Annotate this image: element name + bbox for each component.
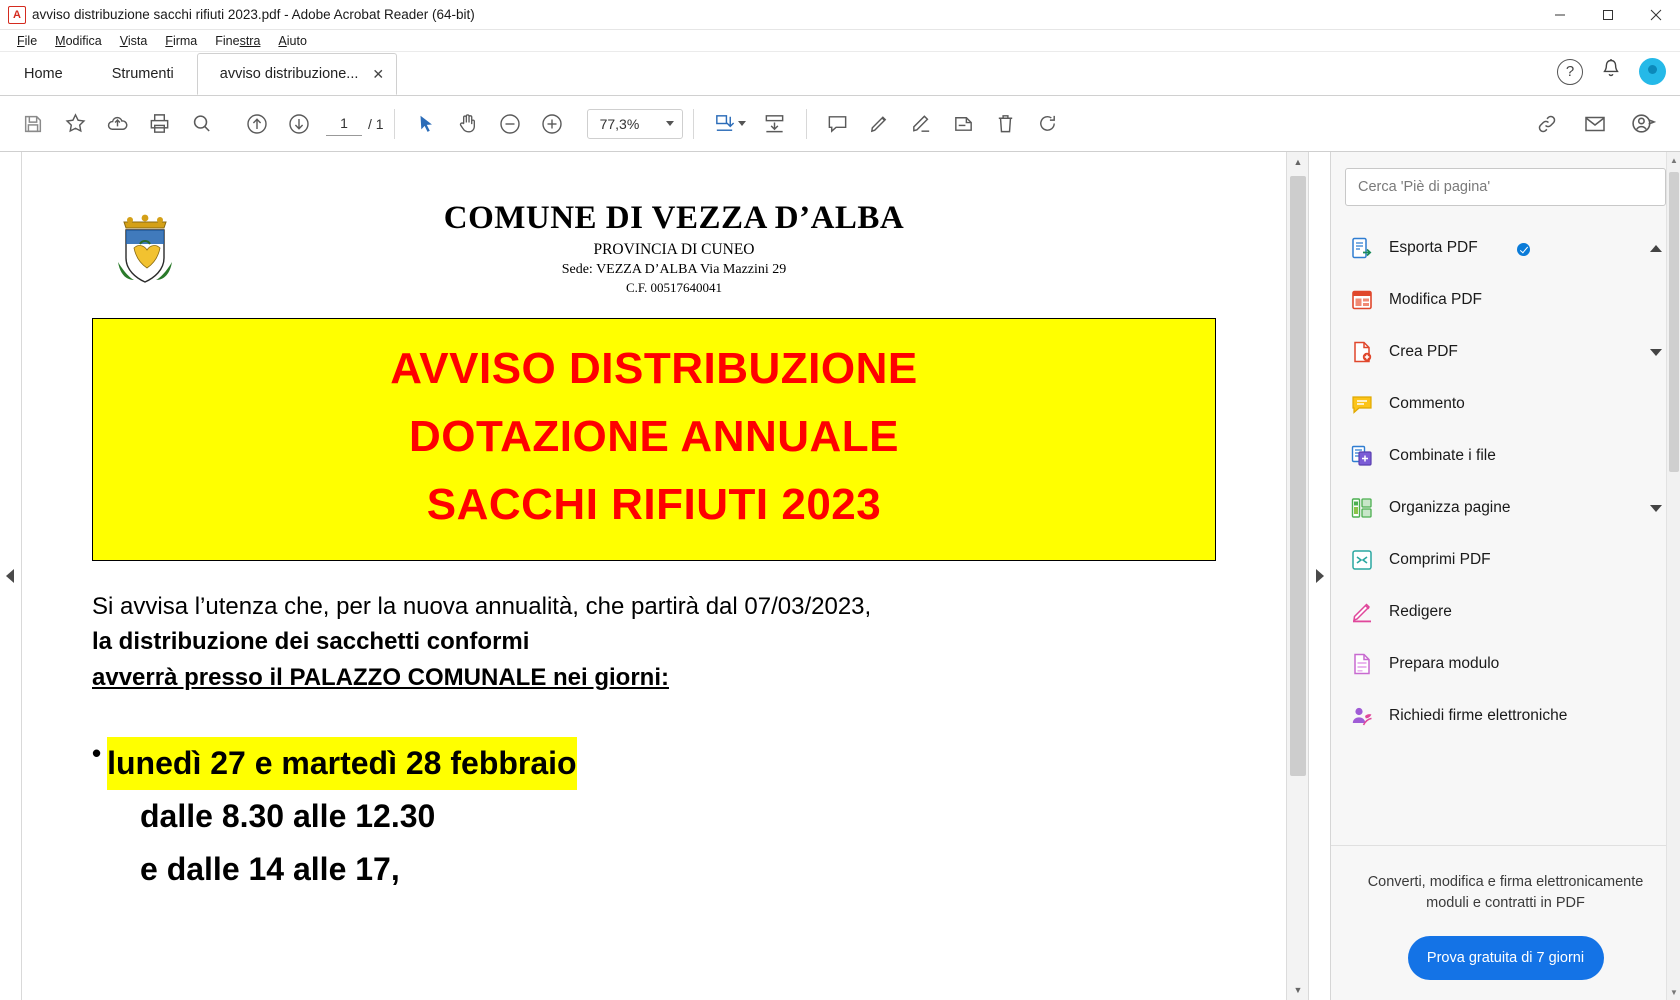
create-pdf-icon (1349, 339, 1375, 365)
banner-line-2: DOTAZIONE ANNUALE (408, 412, 900, 462)
tab-home-label: Home (24, 66, 63, 82)
menu-finestra-mnemonic: stra (239, 33, 261, 48)
chevron-right-icon[interactable] (6, 569, 14, 583)
read-mode-icon[interactable] (754, 103, 796, 145)
comment-icon[interactable] (817, 103, 859, 145)
zoom-level-select[interactable] (587, 109, 683, 139)
tool-modifica-pdf[interactable] (1331, 274, 1680, 326)
document-title: COMUNE DI VEZZA D’ALBA (443, 200, 905, 236)
document-province: PROVINCIA DI CUNEO (593, 241, 755, 258)
chevron-down-icon[interactable] (1650, 349, 1662, 356)
page-total-label: / 1 (368, 115, 384, 132)
toolbar-divider-2 (693, 109, 694, 139)
delete-icon[interactable] (985, 103, 1027, 145)
tools-search-input[interactable] (1345, 168, 1666, 206)
zoom-out-icon[interactable] (489, 103, 531, 145)
tab-document[interactable] (197, 53, 397, 95)
tool-comprimi-pdf-label: Comprimi PDF (1389, 551, 1491, 568)
tool-redigere[interactable] (1331, 586, 1680, 638)
tool-prepara-modulo[interactable] (1331, 638, 1680, 690)
combine-files-icon (1349, 443, 1375, 469)
toolbar-right-group (1526, 103, 1664, 145)
menu-finestra[interactable] (206, 32, 269, 50)
share-link-icon[interactable] (1526, 103, 1568, 145)
tab-home[interactable] (0, 53, 90, 95)
close-button[interactable] (1632, 0, 1680, 30)
email-icon[interactable] (1574, 103, 1616, 145)
tool-esporta-pdf-label: Esporta PDF (1389, 239, 1478, 256)
menu-file[interactable] (8, 32, 46, 50)
tool-combinate-i-file[interactable] (1331, 430, 1680, 482)
document-viewer[interactable] (22, 152, 1308, 1000)
document-scrollbar[interactable] (1286, 152, 1308, 1000)
chevron-down-icon[interactable] (1650, 505, 1662, 512)
tool-commento[interactable] (1331, 378, 1680, 430)
paragraph-line-2: la distribuzione dei sacchetti conformi (92, 628, 530, 656)
panel-scrollbar-thumb[interactable] (1669, 172, 1679, 472)
promo-line-1: Converti, modifica e firma elettronicamente (1367, 873, 1644, 890)
menu-firma[interactable] (156, 32, 206, 50)
bullet-icon: • (92, 738, 102, 769)
paragraph-line-3: avverrà presso il PALAZZO COMUNALE nei giorni: (92, 663, 669, 691)
schedule-afternoon: e dalle 14 alle 17, (140, 850, 400, 887)
notifications-bell-icon[interactable] (1601, 58, 1621, 85)
tool-crea-pdf[interactable] (1331, 326, 1680, 378)
notice-schedule (92, 737, 1216, 895)
panel-scroll-up-icon[interactable]: ▲ (1670, 155, 1678, 165)
tool-prepara-modulo-label: Prepara modulo (1389, 655, 1500, 672)
save-icon[interactable] (12, 103, 54, 145)
chevron-up-icon[interactable] (1650, 245, 1662, 252)
tool-richiedi-firme-label: Richiedi firme elettroniche (1389, 707, 1568, 724)
tool-combinate-i-file-label: Combinate i file (1389, 447, 1496, 464)
zoom-level-label: 77,3% (599, 115, 640, 132)
tool-richiedi-firme-elettroniche[interactable] (1331, 690, 1680, 742)
page-number-input[interactable] (326, 112, 362, 136)
paragraph-line-1: Si avvisa l’utenza che, per la nuova annualità, che partirà dal 07/03/2023, (92, 592, 872, 620)
add-to-favorites-icon[interactable] (54, 103, 96, 145)
tools-panel-scrollbar[interactable] (1666, 152, 1680, 1000)
export-pdf-icon (1349, 235, 1375, 261)
tab-strumenti-label: Strumenti (111, 66, 174, 82)
scroll-up-icon[interactable]: ▲ (1293, 157, 1303, 167)
close-icon[interactable]: ✕ (372, 65, 385, 82)
tab-bar-right-group (1557, 58, 1666, 85)
tool-comprimi-pdf[interactable] (1331, 534, 1680, 586)
fit-page-icon[interactable] (704, 103, 746, 145)
compress-pdf-icon (1349, 547, 1375, 573)
left-panel-toggle[interactable] (0, 152, 22, 1000)
menu-aiuto[interactable] (269, 32, 316, 50)
schedule-bullet-row (92, 737, 1216, 790)
menu-file-mnemonic: F (17, 33, 25, 48)
tools-list (1331, 216, 1680, 845)
chevron-down-icon[interactable] (666, 121, 674, 126)
tools-search-placeholder: Cerca 'Piè di pagina' (1358, 179, 1491, 195)
organize-pages-icon (1349, 495, 1375, 521)
scrollbar-thumb[interactable] (1290, 176, 1306, 776)
request-signatures-icon (1349, 703, 1375, 729)
right-panel-toggle[interactable] (1308, 152, 1330, 1000)
next-page-icon[interactable] (278, 103, 320, 145)
avatar-glyph (1648, 65, 1657, 74)
sign-icon[interactable] (1622, 103, 1664, 145)
free-trial-button[interactable]: Prova gratuita di 7 giorni (1408, 936, 1604, 980)
document-cf: C.F. 00517640041 (625, 280, 723, 295)
minimize-button[interactable] (1536, 0, 1584, 30)
highlight-icon[interactable] (859, 103, 901, 145)
notice-paragraph (92, 589, 1216, 696)
document-address: Sede: VEZZA D’ALBA Via Mazzini 29 (561, 262, 787, 277)
title-bar (0, 0, 1680, 30)
schedule-days: lunedì 27 e martedì 28 febbraio (107, 737, 576, 790)
tools-panel (1330, 152, 1680, 1000)
main-area (0, 152, 1680, 1000)
promo-line-2: moduli e contratti in PDF (1426, 894, 1585, 911)
promo-section (1331, 845, 1680, 1000)
zoom-in-icon[interactable] (531, 103, 573, 145)
menu-aiuto-label: iuto (286, 33, 307, 48)
chevron-left-icon[interactable] (1316, 569, 1324, 583)
scroll-down-icon[interactable]: ▼ (1293, 985, 1303, 995)
tool-modifica-pdf-label: Modifica PDF (1389, 291, 1483, 308)
user-avatar[interactable] (1639, 58, 1666, 85)
panel-scroll-down-icon[interactable]: ▼ (1670, 987, 1678, 997)
toolbar-divider-1 (394, 109, 395, 139)
tool-crea-pdf-label: Crea PDF (1389, 343, 1458, 360)
coat-of-arms-icon (114, 214, 176, 292)
page-navigation (326, 112, 384, 136)
menu-modifica-label: odifica (65, 33, 102, 48)
hand-tool-icon[interactable] (447, 103, 489, 145)
select-tool-icon[interactable] (405, 103, 447, 145)
tools-search-wrap (1331, 152, 1680, 216)
tab-bar (0, 52, 1680, 96)
banner-line-1: AVVISO DISTRIBUZIONE (390, 344, 918, 393)
tool-organizza-pagine-label: Organizza pagine (1389, 499, 1511, 516)
print-icon[interactable] (138, 103, 180, 145)
tool-commento-label: Commento (1389, 395, 1465, 412)
toolbar-divider-3 (806, 109, 807, 139)
upload-to-cloud-icon[interactable] (96, 103, 138, 145)
draw-icon[interactable] (901, 103, 943, 145)
schedule-morning: dalle 8.30 alle 12.30 (140, 797, 436, 834)
menu-modifica-mnemonic: M (55, 33, 66, 48)
document-header (132, 200, 1216, 296)
menu-finestra-pre: Fine (215, 33, 240, 48)
tool-redigere-label: Redigere (1389, 603, 1452, 620)
tool-esporta-pdf[interactable] (1331, 222, 1680, 274)
notice-banner (92, 318, 1216, 561)
selected-dot-icon (1517, 243, 1530, 256)
window-title: avviso distribuzione sacchi rifiuti 2023.pdf - Adobe Acrobat Reader (64-bit) (32, 7, 475, 22)
edit-pdf-icon (1349, 287, 1375, 313)
tab-document-label: avviso distribuzione... (219, 66, 359, 82)
menu-vista-label: ista (127, 33, 148, 48)
pdf-app-icon: A (8, 6, 26, 24)
tab-strumenti[interactable] (90, 53, 197, 95)
rotate-icon[interactable] (1027, 103, 1069, 145)
prepare-form-icon (1349, 651, 1375, 677)
menu-vista[interactable] (111, 32, 157, 50)
window-controls (1536, 0, 1680, 30)
stamp-icon[interactable] (943, 103, 985, 145)
menu-firma-mnemonic: F (165, 33, 173, 48)
menu-vista-mnemonic: V (119, 33, 128, 48)
banner-line-3: SACCHI RIFIUTI 2023 (426, 480, 882, 530)
menu-firma-label: irma (172, 33, 198, 48)
menu-modifica[interactable] (46, 32, 111, 50)
menu-file-label: ile (24, 33, 38, 48)
tool-organizza-pagine[interactable] (1331, 482, 1680, 534)
redact-icon (1349, 599, 1375, 625)
maximize-button[interactable] (1584, 0, 1632, 30)
help-icon[interactable]: ? (1557, 59, 1583, 85)
menu-bar (0, 30, 1680, 52)
toolbar (0, 96, 1680, 152)
menu-aiuto-mnemonic: A (278, 33, 287, 48)
search-icon[interactable] (180, 103, 222, 145)
pdf-page (22, 152, 1286, 1000)
comment-icon (1349, 391, 1375, 417)
previous-page-icon[interactable] (236, 103, 278, 145)
